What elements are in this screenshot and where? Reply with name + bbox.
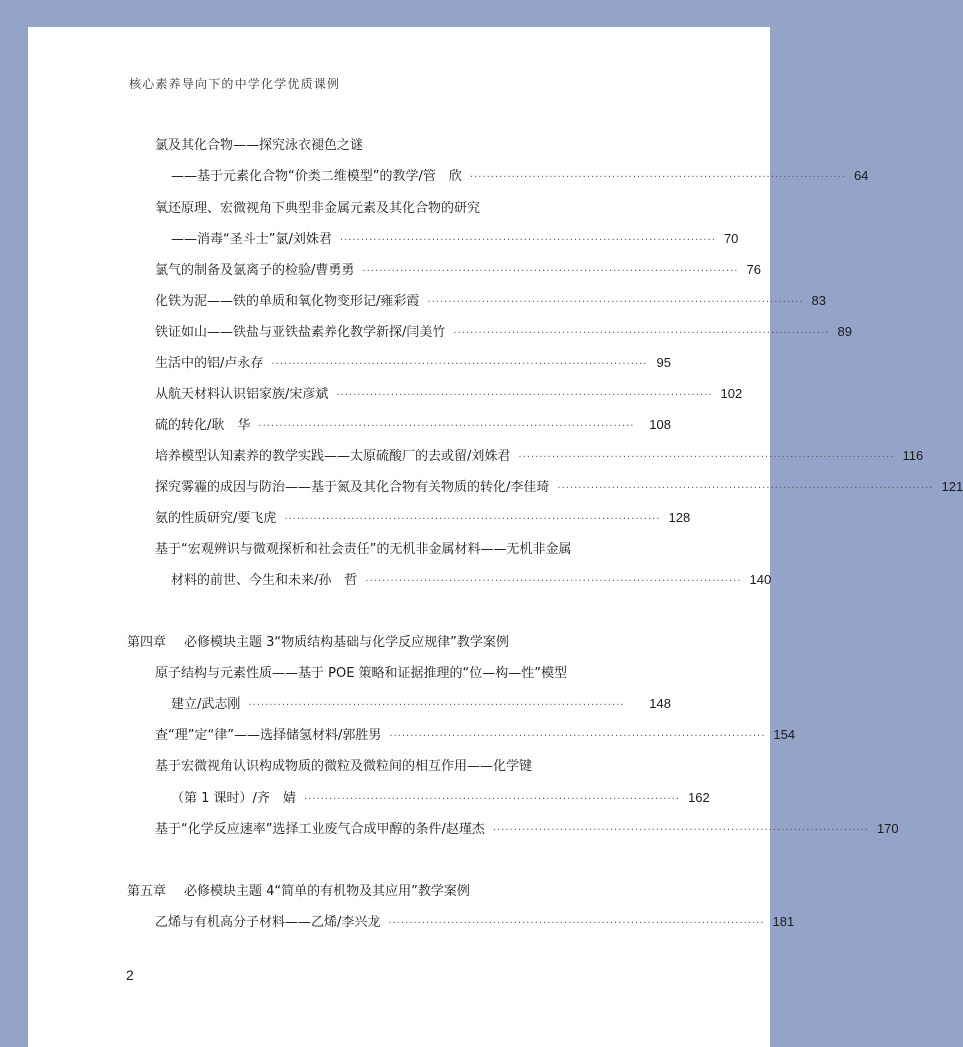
toc-entry: （第 1 课时）/齐 婧 ·························································································· 162 [171, 790, 710, 806]
toc-entry-title: 原子结构与元素性质——基于 POE 策略和证据推理的“位—构—性”模型 [155, 666, 568, 681]
running-header: 核心素养导向下的中学化学优质课例 [129, 77, 341, 91]
toc-entry: 生活中的铝/卢永存 ·························································································· 95 [155, 355, 671, 371]
toc-entry: ——基于元素化合物“价类二维模型”的教学/管 欣 ·························································································· 64 [171, 168, 869, 184]
toc-entry: 探究雾霾的成因与防治——基于氮及其化合物有关物质的转化/李佳琦 ·························································································· 121 [155, 479, 963, 495]
toc-entry-title: 氯及其化合物——探究泳衣褪色之谜 [155, 138, 364, 153]
toc-entry: 材料的前世、今生和未来/孙 哲 ·························································································· 140 [171, 572, 772, 588]
toc-entry: ——消毒“圣斗士”氯/刘姝君 ·························································································· 70 [171, 231, 739, 247]
toc-entry-title: 氧还原理、宏微视角下典型非金属元素及其化合物的研究 [155, 201, 481, 216]
toc-entry: 硫的转化/耿 华 ·························································································· 108 [155, 417, 671, 433]
toc-entry: 培养模型认知素养的教学实践——太原硫酸厂的去或留/刘姝君 ·························································································· 116 [155, 448, 924, 464]
toc-entry: 乙烯与有机高分子材料——乙烯/李兴龙 ·························································································· 181 [155, 914, 795, 930]
toc-entry: 从航天材料认识铝家族/宋彦斌 ·························································································· 102 [155, 386, 743, 402]
document-page [28, 27, 963, 1047]
toc-entry: 氨的性质研究/要飞虎 ·························································································· 128 [155, 510, 691, 526]
page-number: 2 [126, 967, 134, 983]
toc-entry: 铁证如山——铁盐与亚铁盐素养化教学新探/闫美竹 ·························································································· 89 [155, 324, 852, 340]
toc-entry: 氯气的制备及氯离子的检验/曹勇勇 ·························································································· 76 [155, 262, 761, 278]
toc-entry-title: 基于宏微视角认识构成物质的微粒及微粒间的相互作用——化学键 [155, 759, 533, 774]
chapter-heading: 第四章 必修模块主题 3“物质结构基础与化学反应规律”教学案例 [127, 635, 509, 650]
toc-entry-title: 基于“宏观辨识与微观探析和社会责任”的无机非金属材料——无机非金属 [155, 542, 572, 557]
chapter-heading: 第五章 必修模块主题 4“简单的有机物及其应用”教学案例 [127, 884, 470, 899]
toc-entry: 基于“化学反应速率”选择工业废气合成甲醇的条件/赵瑾杰 ·························································································· 170 [155, 821, 899, 837]
toc-entry: 查“理”定“律”——选择储氢材料/郭胜男 ·························································································· 154 [155, 727, 796, 743]
toc-entry: 化铁为泥——铁的单质和氧化物变形记/雍彩霞 ·························································································· 83 [155, 293, 826, 309]
toc-entry: 建立/武志刚 ·························································································· 148 [171, 696, 671, 712]
